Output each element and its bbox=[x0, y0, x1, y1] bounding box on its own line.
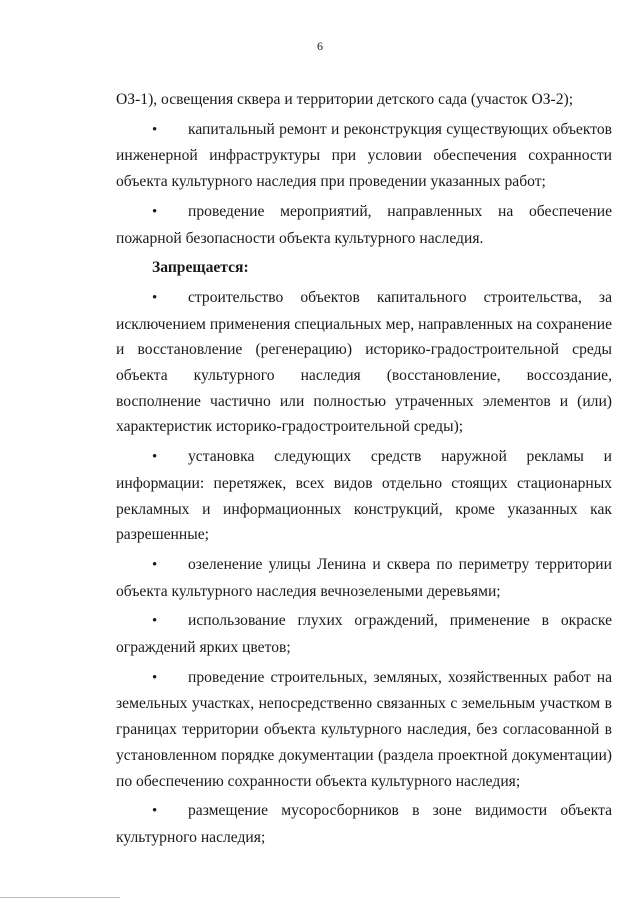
list-item-prohibited-6 bbox=[116, 798, 612, 850]
list-item-text: проведение строительных, земляных, хозяйственных работ на земельных участках, непосредственно связанных с земельным участком в границах территории объекта культурного наследия, без согласованной в установленном порядке документации (раздела проектной документации) по обеспечению сохранности объекта культурного наследия; bbox=[116, 668, 612, 790]
bullet-icon bbox=[152, 285, 188, 312]
list-item-text: проведение мероприятий, направленных на обеспечение пожарной безопасности объекта культурного наследия. bbox=[116, 202, 612, 247]
list-item-text: использование глухих ограждений, применение в окраске ограждений ярких цветов; bbox=[116, 612, 612, 657]
document-body bbox=[116, 87, 612, 851]
list-item-allowed-2 bbox=[116, 199, 612, 251]
list-item-prohibited-3 bbox=[116, 552, 612, 604]
list-item-prohibited-5 bbox=[116, 665, 612, 795]
bullet-icon bbox=[152, 444, 188, 471]
page-number: 6 bbox=[317, 39, 323, 53]
bullet-icon bbox=[152, 665, 188, 692]
list-item-text: капитальный ремонт и реконструкция существующих объектов инженерной инфраструктуры при условии обеспечения сохранности объекта культурного наследия при проведении указанных работ; bbox=[116, 120, 612, 191]
list-item-prohibited-2 bbox=[116, 444, 612, 548]
intro-paragraph: ОЗ-1), освещения сквера и территории детского сада (участок ОЗ-2); bbox=[116, 91, 574, 108]
list-item-allowed-1 bbox=[116, 117, 612, 195]
list-item-prohibited-4 bbox=[116, 608, 612, 660]
list-item-text: строительство объектов капитального строительства, за исключением применения специальных мер, направленных на сохранение и восстановление (регенерацию) историко-градостроительной среды объекта культурного наследия (восстановление, воссоздание, восполнение частично или полностью утраченных элементов и (или) характеристик историко-градостроительной среды); bbox=[116, 288, 612, 436]
footer-rule bbox=[0, 897, 120, 898]
section-heading-prohibited: Запрещается: bbox=[152, 259, 249, 277]
bullet-icon bbox=[152, 798, 188, 825]
list-item-text: размещение мусоросборников в зоне видимости объекта культурного наследия; bbox=[116, 802, 612, 846]
bullet-icon bbox=[152, 199, 188, 226]
list-item-text: озеленение улицы Ленина и сквера по периметру территории объекта культурного наследия вечнозелеными деревьями; bbox=[116, 555, 612, 600]
bullet-icon bbox=[152, 608, 188, 635]
list-item-text: установка следующих средств наружной рекламы и информации: перетяжек, всех видов отдельно стоящих стационарных рекламных и информационных конструкций, кроме указанных как разрешенные; bbox=[116, 448, 612, 544]
bullet-icon bbox=[152, 117, 188, 144]
bullet-icon bbox=[152, 552, 188, 579]
list-item-prohibited-1 bbox=[116, 285, 612, 440]
